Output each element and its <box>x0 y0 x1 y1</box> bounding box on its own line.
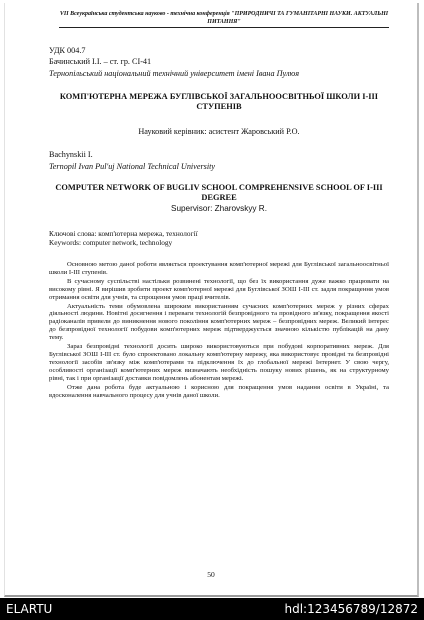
footer-bar <box>0 598 424 620</box>
article-body <box>49 261 389 400</box>
udc-code: УДК 004.7 <box>49 46 86 55</box>
conference-header: VII Всеукраїнська студентська науково - технічна конференція "ПРИРОДНИЧІ ТА ГУМАНІТАРНІ НАУКИ. АКТУАЛЬНІ ПИТАННЯ" <box>59 11 389 28</box>
paragraph: Основною метою даної роботи являється проектування комп'ютерної мережі для Буглівської загальноосвітньої школи І-ІІІ ступенів. <box>49 261 389 276</box>
affiliation-ua: Тернопільський національний технічний університет імені Івана Пулюя <box>49 69 300 78</box>
paragraph: Актуальність теми обумовлена широким використанням сучасних комп'ютерних мереж у різних сферах діяльності людини. Новітні досягнення і переваги технологій безпровідного та провідного зв'язку, покращення якості радіоканалів привели до виникнення нового покоління комп'ютерних мереж – безпровідних мереж. Великий інтерес до безпровідної технології побудови комп'ютерних мереж підтверджується значною кількістю публікацій на дану тему. <box>49 302 389 342</box>
document-page <box>4 3 419 597</box>
title-en: COMPUTER NETWORK OF BUGLIV SCHOOL COMPREHENSIVE SCHOOL OF I-III DEGREE <box>55 183 383 202</box>
author-ua: Бачинський І.І. – ст. гр. СІ-41 <box>49 57 152 66</box>
page-number: 50 <box>207 570 215 579</box>
footer-source: ELARTU <box>6 602 53 616</box>
affiliation-en: Ternopil Ivan Pul'uj National Technical University <box>49 162 216 171</box>
paragraph: Зараз безпровідні технології досить широко використовуються при побудові корпоративних мереж. Для Буглівської ЗОШ І-ІІІ ст. було спроектовано локальну комп'ютерну мережу, яка використовує провідні та безпровідні технології засобів зв'язку між комп'ютерами та підключення їх до глобальної мережі Інтернет. У свою чергу, особливості організації комп'ютерних мереж визначають необхідність пошуку нових рішень, як на структурному рівні, так і при організації доставки повідомлень абонентам мережі. <box>49 343 389 382</box>
paragraph: Отже дана робота буде актуальною і корисною для покращення умов надання освіти в Україні, та вдосконалення навчального процесу для учнів даної школи. <box>49 383 389 399</box>
supervisor-en: Supervisor: Zharovskyy R. <box>170 204 267 213</box>
keywords-ua: Ключові слова: комп'ютерна мережа, технології <box>49 229 198 238</box>
footer-handle: hdl:123456789/12872 <box>284 602 418 616</box>
author-en: Bachynskii I. <box>49 150 93 159</box>
keywords-en: Keywords: computer network, technology <box>49 238 173 247</box>
supervisor-ua: Науковий керівник: асистент Жаровський Р.О. <box>138 127 300 136</box>
paragraph: В сучасному суспільстві настільки розвинені технології, що без їх використання дуже важко працювати на високому рівні. Я вирішив зробити проект комп'ютерної мережі для Буглівської ЗОШ І-ІІІ ст. задля покращення умов отримання освіти для учнів, та спрощення умов праці вчителів. <box>49 277 389 301</box>
title-ua: КОМП'ЮТЕРНА МЕРЕЖА БУГЛІВСЬКОЇ ЗАГАЛЬНООСВІТНЬОЇ ШКОЛИ І-ІІІ СТУПЕНІВ <box>59 92 379 111</box>
